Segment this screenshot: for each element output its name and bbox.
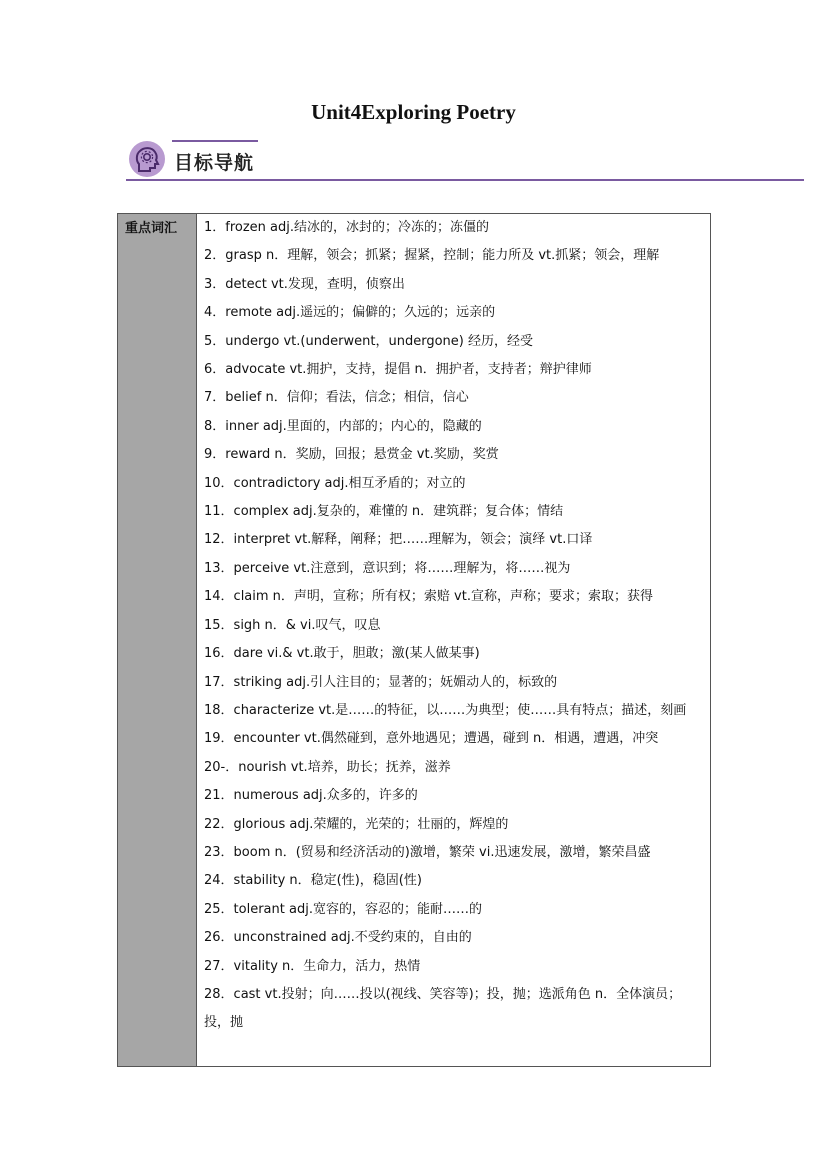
list-item: 1．frozen adj.结冰的，冰封的；冷冻的；冻僵的 [204,220,490,235]
list-item: 11．complex adj.复杂的，难懂的 n．建筑群；复合体；情结 [204,504,564,520]
section-label: 目标导航 [174,152,255,174]
list-item: 20-．nourish vt.培养，助长；抚养，滋养 [204,759,451,775]
list-item: 6．advocate vt.拥护，支持，提倡 n．拥护者，支持者；辩护律师 [204,362,592,378]
list-item: 15．sigh n．& vi.叹气，叹息 [204,617,381,633]
list-item: 16．dare vi.& vt.敢于，胆敢；激(某人做某事) [204,646,480,662]
list-item: 4．remote adj.遥远的；偏僻的；久远的；远亲的 [204,305,496,321]
section-header [126,136,804,180]
list-item: 13．perceive vt.注意到，意识到；将……理解为，将……视为 [204,560,571,576]
document-title: Unit4Exploring Poetry [311,100,516,124]
list-item: 7．belief n．信仰；看法，信念；相信，信心 [204,390,469,406]
header-divider [126,179,804,181]
list-item: 19．encounter vt.偶然碰到，意外地遇见；遭遇，碰到 n．相遇，遭遇，冲突 [204,731,659,747]
table-side-column [118,214,197,1066]
vocabulary-table [117,213,711,1067]
list-item: 5．undergo vt.(underwent，undergone) 经历，经受 [204,333,533,349]
list-item: 17．striking adj.引人注目的；显著的；妩媚动人的，标致的 [204,674,558,690]
list-item: 14．claim n．声明，宣称；所有权；索赔 vt.宣称，声称；要求；索取；获得 [204,589,653,605]
list-item: 22．glorious adj.荣耀的，光荣的；壮丽的，辉煌的 [204,816,509,832]
list-item: 9．reward n．奖励，回报；悬赏金 vt.奖励，奖赏 [204,447,499,463]
list-item: 3．detect vt.发现，查明，侦察出 [204,276,405,292]
list-item: 12．interpret vt.解释，阐释；把……理解为，领会；演绎 vt.口译 [204,532,593,548]
list-item: 10．contradictory adj.相互矛盾的；对立的 [204,475,466,491]
list-item: 23．boom n．(贸易和经济活动的)激增，繁荣 vi.迅速发展，激增，繁荣昌盛 [204,844,651,860]
entry-list [204,214,706,1038]
list-item: 28．cast vt.投射；向……投以(视线、笑容等)；投，抛；选派角色 n．全体演员；投，抛 [204,986,682,1031]
header-accent-line [172,140,258,142]
list-item: 18．characterize vt.是……的特征，以……为典型；使……具有特点；描述，刻画 [204,702,687,718]
list-item: 25．tolerant adj.宽容的，容忍的；能耐……的 [204,901,482,917]
side-label: 重点词汇 [125,221,178,236]
list-item: 2．grasp n．理解，领会；抓紧；握紧，控制；能力所及 vt.抓紧；领会，理解 [204,248,660,264]
list-item: 21．numerous adj.众多的，许多的 [204,788,418,804]
list-item: 26．unconstrained adj.不受约束的，自由的 [204,930,472,946]
list-item: 24．stability n．稳定(性)，稳固(性) [204,873,422,889]
list-item: 27．vitality n．生命力，活力，热情 [204,958,421,974]
head-gears-icon [128,140,166,178]
list-item: 8．inner adj.里面的，内部的；内心的，隐藏的 [204,418,482,434]
